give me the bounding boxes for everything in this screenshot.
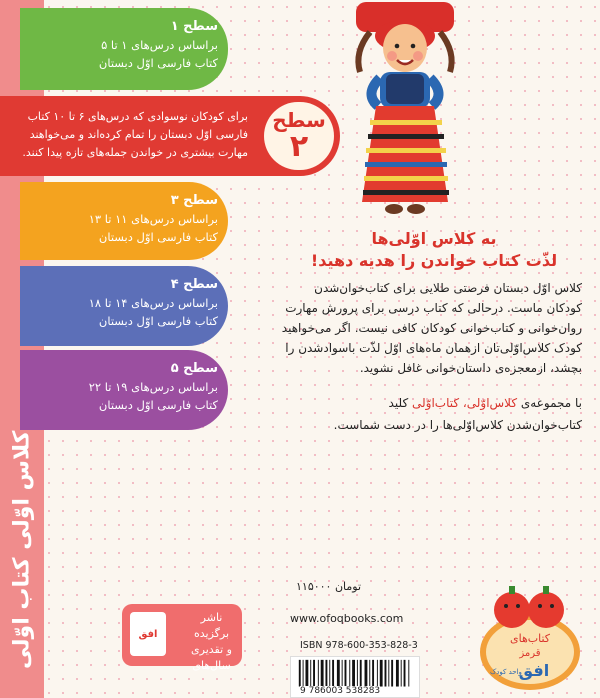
award-line3: و تقدیری bbox=[191, 643, 232, 656]
price-label: ۱۱۵۰۰۰ تومان bbox=[296, 580, 362, 593]
level-2-word: سطح bbox=[272, 108, 326, 132]
body-line2: کودکان ماست. درحالی که کتاب درسی برای پرورش مهارت bbox=[285, 301, 582, 315]
award-line1: ناشر bbox=[200, 611, 223, 624]
level-1-line2: کتاب فارسی اوّل دبستان bbox=[98, 56, 218, 70]
headline bbox=[284, 228, 584, 272]
level-3-tab bbox=[20, 182, 228, 260]
level-4-title: سطح ۴ bbox=[170, 277, 218, 292]
level-4-line2: کتاب فارسی اوّل دبستان bbox=[98, 314, 218, 328]
award-badge-box bbox=[122, 604, 242, 672]
level-5-title: سطح ۵ bbox=[170, 361, 218, 376]
logo-line2: قرمز bbox=[519, 648, 541, 659]
isbn-label: ISBN 978-600-353-828-3 bbox=[300, 640, 418, 651]
level-5-tab bbox=[20, 350, 228, 430]
body-line1: کلاس اوّل دبستان فرصتی طلایی برای کتاب‌خوان‌شدن bbox=[314, 281, 582, 295]
headline-line1: به کلاس اوّلی‌ها bbox=[371, 229, 497, 248]
logo-brand: افق bbox=[518, 661, 550, 680]
publisher-website: www.ofoqbooks.com bbox=[290, 612, 404, 625]
level-2-number: ۲ bbox=[289, 129, 309, 164]
closing-paragraph bbox=[260, 392, 582, 436]
closing-suffix: کلید bbox=[388, 396, 409, 410]
level-2-line2: فارسی اوّل دبستان را تمام کرده‌اند و می‌خواهند bbox=[29, 128, 248, 141]
level-4-line1: براساس درس‌های ۱۴ تا ۱۸ bbox=[88, 296, 218, 310]
girl-illustration bbox=[350, 2, 460, 217]
level-4-tab bbox=[20, 266, 228, 346]
level-2-tab bbox=[0, 96, 340, 176]
level-3-title: سطح ۳ bbox=[170, 193, 218, 208]
level-1-tab bbox=[20, 8, 228, 90]
logo-sub: واحد کودک bbox=[490, 668, 522, 676]
level-5-line2: کتاب فارسی اوّل دبستان bbox=[98, 398, 218, 412]
award-logo: افق bbox=[130, 612, 166, 656]
level-2-line1: برای کودکان نوسوادی که درس‌های ۶ تا ۱۰ کتاب bbox=[27, 110, 248, 123]
headline-line2: لذّت کتاب خواندن را هدیه دهید! bbox=[310, 251, 558, 270]
level-3-line1: براساس درس‌های ۱۱ تا ۱۳ bbox=[88, 212, 218, 226]
closing-line2: کتاب‌خوان‌شدن کلاس‌اوّلی‌ها را در دست شماست. bbox=[333, 418, 582, 432]
award-line2: برگزیده bbox=[194, 627, 230, 640]
body-line5: بچشد، ازمعجزه‌ی داستان‌خوانی غافل نشوید. bbox=[359, 361, 582, 375]
barcode-number: 9 786003 538283 bbox=[300, 686, 381, 696]
logo-line1: کتاب‌های bbox=[509, 632, 551, 645]
closing-prefix: با مجموعه‌ی bbox=[520, 396, 582, 410]
level-5-line1: براساس درس‌های ۱۹ تا ۲۲ bbox=[88, 380, 218, 394]
level-2-badge bbox=[264, 102, 334, 170]
body-line3: روان‌خوانی و کتاب‌خوانی کودکان کافی نیست. اگر می‌خواهید bbox=[281, 321, 582, 335]
body-paragraph bbox=[260, 278, 582, 378]
level-3-line2: کتاب فارسی اوّل دبستان bbox=[98, 230, 218, 244]
publisher-logo bbox=[476, 582, 584, 694]
body-line4: کودک کلاس‌اوّلی‌تان ازهمان ماه‌های اوّل لذّت باسوادشدن را bbox=[285, 341, 582, 355]
series-name: کلاس‌اوّلی، کتاب‌اوّلی bbox=[411, 396, 518, 410]
award-line4: سال‌های bbox=[192, 659, 231, 672]
spine-title: کلاس اوّلی کتاب اوّلی bbox=[9, 430, 35, 670]
level-1-title: سطح ۱ bbox=[170, 19, 218, 34]
level-1-line1: براساس درس‌های ۱ تا ۵ bbox=[101, 38, 218, 52]
level-2-line3: مهارت بیشتری در خواندن جمله‌های تازه پیدا کنند. bbox=[22, 146, 248, 159]
